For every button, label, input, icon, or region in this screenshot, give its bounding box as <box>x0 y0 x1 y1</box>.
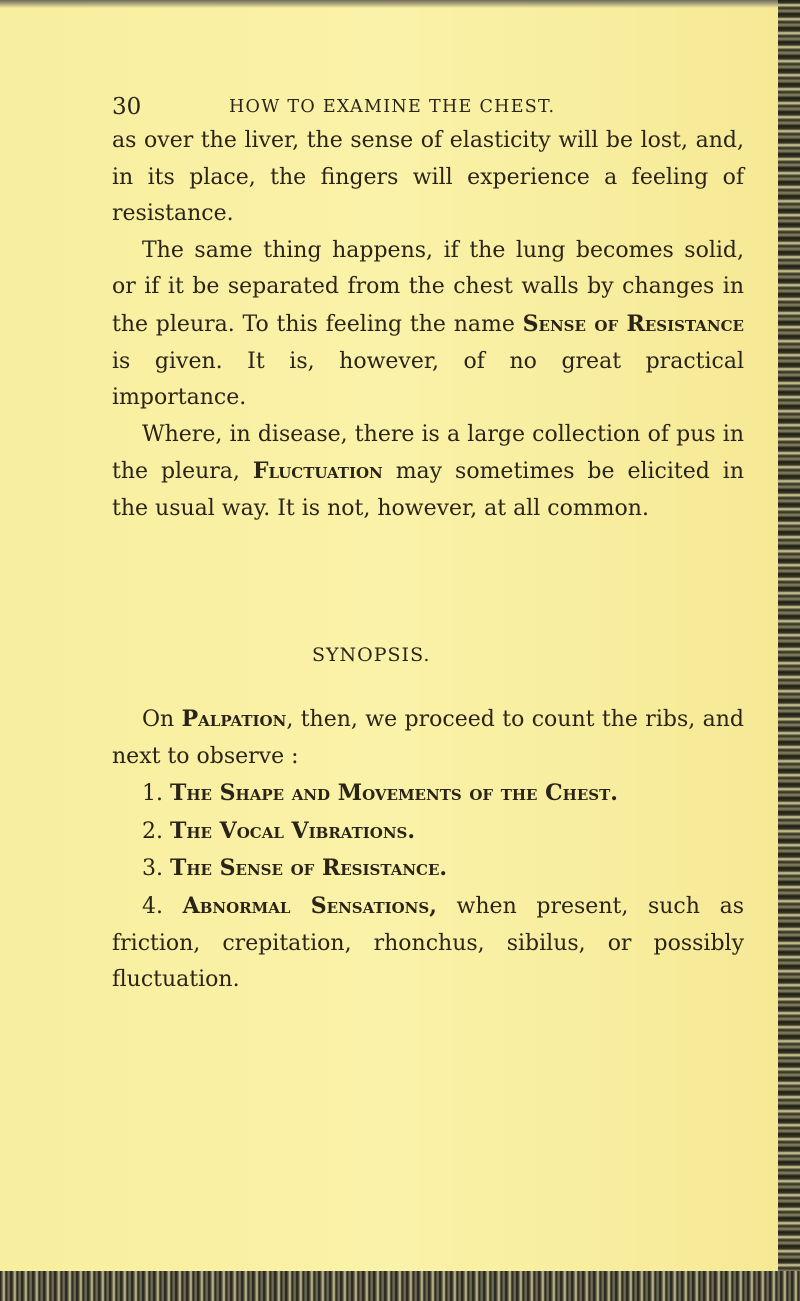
synopsis-item-3-term: The Sense of Resistance. <box>170 855 448 882</box>
term-sense-of-resistance: Sense of Resistance <box>522 310 744 337</box>
synopsis-intro-before: On <box>142 707 182 732</box>
paragraph-3-before: Where, in disease, there is a large collection of pus in the pleura, <box>112 421 744 485</box>
synopsis-heading: SYNOPSIS. <box>312 644 431 666</box>
synopsis-item-2-term: The Vocal Vibrations. <box>170 817 416 844</box>
synopsis-intro <box>112 701 744 775</box>
page-right-edge <box>778 0 800 1301</box>
paragraph-1-text: as over the liver, the sense of elasticity will be lost, and, in its place, the fingers will experience a feeling of resistance. <box>112 128 744 227</box>
synopsis-item-2 <box>112 813 744 851</box>
synopsis-intro-after: , then, we proceed to count the ribs, and next to observe : <box>112 707 744 769</box>
page-top-edge <box>0 0 800 8</box>
body-text <box>112 123 744 528</box>
synopsis-item-1-term: The Shape and Movements of the Chest. <box>170 780 618 807</box>
synopsis-item-2-number: 2. <box>142 818 163 844</box>
running-title: HOW TO EXAMINE THE CHEST. <box>229 97 556 117</box>
page-header <box>112 92 752 122</box>
term-fluctuation: Fluctuation <box>252 458 383 485</box>
synopsis-item-4 <box>112 888 744 999</box>
paragraph-1 <box>112 123 744 233</box>
synopsis-item-3-number: 3. <box>142 856 163 882</box>
synopsis-item-3 <box>112 850 744 888</box>
synopsis-item-4-rest: when present, such as friction, crepitation, rhonchus, sibilus, or possibly fluctuation. <box>112 893 744 993</box>
paragraph-2-after: is given. It is, however, of no great practical importance. <box>112 348 744 411</box>
page-number: 30 <box>112 94 142 120</box>
term-palpation: Palpation <box>181 706 287 732</box>
page-bottom-edge <box>0 1271 800 1301</box>
synopsis-item-4-term: Abnormal Sensations, <box>182 892 437 919</box>
synopsis-section <box>112 701 744 999</box>
paragraph-2 <box>112 233 744 417</box>
synopsis-item-1-number: 1. <box>142 781 163 807</box>
paragraph-3 <box>112 417 744 528</box>
synopsis-item-1 <box>112 775 744 813</box>
synopsis-item-4-number: 4. <box>142 893 163 919</box>
paragraph-3-after: may sometimes be elicited in the usual way. It is not, however, at all common. <box>112 459 745 521</box>
paragraph-2-before: The same thing happens, if the lung becomes solid, or if it be separated from the chest walls by changes in the pleura. To this feeling the name <box>112 237 744 337</box>
